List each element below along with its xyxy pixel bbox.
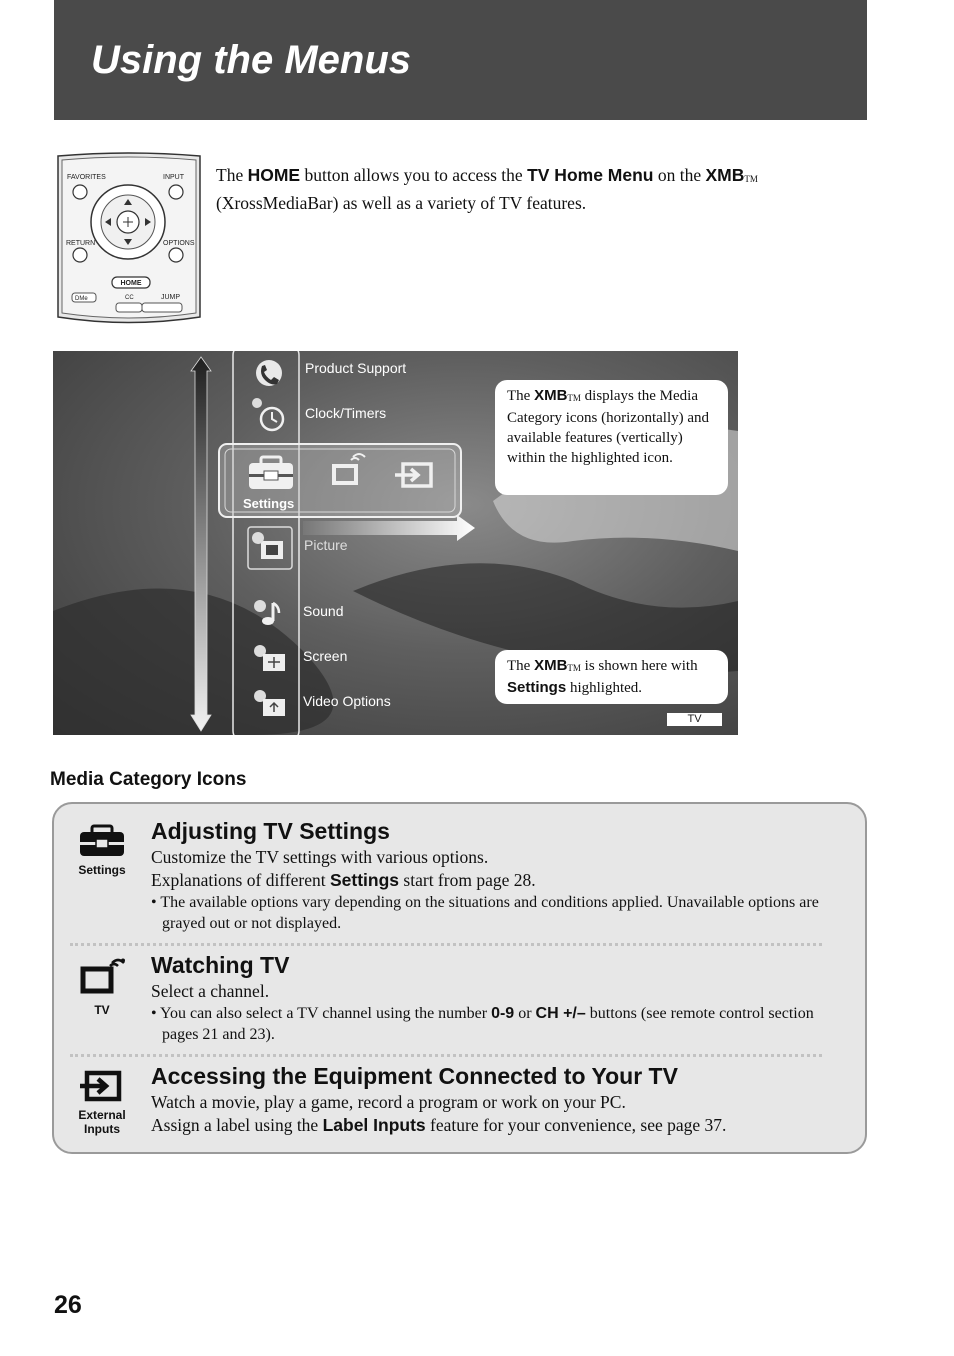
body-text: or bbox=[514, 1005, 536, 1022]
category-external-inputs-icon-block bbox=[72, 1069, 132, 1136]
callout-text: The bbox=[507, 388, 535, 404]
category-tv-icon-block bbox=[72, 958, 132, 1017]
return-label: RETURN bbox=[66, 240, 96, 247]
xmb-callout-2 bbox=[495, 650, 728, 704]
category-tv-bullet bbox=[151, 1003, 851, 1045]
category-settings-line1: Customize the TV settings with various options. bbox=[151, 847, 489, 867]
menu-item-video-options: Video Options bbox=[303, 693, 391, 709]
tv-icon bbox=[77, 958, 127, 998]
label-inputs-keyword: Label Inputs bbox=[322, 1115, 426, 1135]
callout-text: highlighted. bbox=[566, 680, 643, 696]
jump-label: JUMP bbox=[161, 294, 181, 301]
number-keyword: 0-9 bbox=[491, 1005, 515, 1022]
menu-item-picture: Picture bbox=[304, 537, 348, 553]
category-external-inputs-label-1: External bbox=[78, 1108, 126, 1122]
xmb-callout-1 bbox=[495, 380, 728, 495]
category-settings-label: Settings bbox=[78, 863, 126, 877]
xmb-screen bbox=[53, 351, 738, 735]
category-tv-body bbox=[151, 980, 851, 1045]
category-settings-icon-block bbox=[72, 824, 132, 877]
media-category-panel bbox=[52, 802, 867, 1154]
menu-item-settings: Settings bbox=[243, 496, 295, 511]
ch-keyword: CH +/– bbox=[535, 1005, 586, 1022]
category-external-inputs-line2 bbox=[151, 1114, 851, 1137]
menu-item-clock-timers: Clock/Timers bbox=[305, 405, 387, 421]
tm-mark: TM bbox=[567, 393, 581, 403]
header-banner bbox=[54, 0, 867, 120]
home-keyword: HOME bbox=[247, 165, 301, 185]
category-external-inputs-line1: Watch a movie, play a game, record a program or work on your PC. bbox=[151, 1092, 626, 1112]
product-support-icon bbox=[256, 360, 282, 386]
menu-item-sound: Sound bbox=[303, 603, 344, 619]
settings-keyword: Settings bbox=[330, 870, 400, 890]
divider bbox=[70, 943, 822, 946]
dmex-label: DMe bbox=[75, 296, 88, 302]
toolbox-icon bbox=[78, 824, 126, 858]
picture-icon bbox=[252, 532, 283, 559]
page-number: 26 bbox=[54, 1291, 82, 1319]
options-label: OPTIONS bbox=[163, 240, 195, 247]
category-external-inputs-body bbox=[151, 1091, 851, 1137]
favorites-label: FAVORITES bbox=[67, 174, 106, 181]
menu-item-product-support: Product Support bbox=[305, 360, 407, 376]
tv-tag: TV bbox=[667, 713, 722, 726]
menu-item-screen: Screen bbox=[303, 648, 348, 664]
intro-paragraph bbox=[216, 163, 836, 215]
clock-timers-icon bbox=[252, 398, 283, 430]
intro-text: button allows you to access the bbox=[300, 165, 528, 185]
category-external-inputs-title: Accessing the Equipment Connected to Your TV bbox=[151, 1063, 678, 1089]
callout-text: displays the Media Category icons (horizontally) and available features (vertically) within the highlighted icon. bbox=[507, 388, 710, 466]
input-label: INPUT bbox=[163, 174, 184, 181]
callout-text: The bbox=[507, 658, 535, 674]
home-label: HOME bbox=[120, 280, 142, 287]
xmb-keyword: XMB bbox=[705, 165, 745, 185]
body-text: Explanations of different bbox=[151, 870, 330, 890]
body-text: start from page 28. bbox=[399, 870, 536, 890]
category-settings-line2 bbox=[151, 869, 851, 892]
category-tv-title: Watching TV bbox=[151, 952, 290, 978]
category-external-inputs-label-2: Inputs bbox=[84, 1122, 120, 1136]
category-tv-line1: Select a channel. bbox=[151, 981, 270, 1001]
body-text: buttons (see remote control section pages 21 and 23). bbox=[162, 1005, 814, 1043]
body-text: • You can also select a TV channel using the number bbox=[151, 1005, 492, 1022]
divider bbox=[70, 1054, 822, 1057]
category-settings-title: Adjusting TV Settings bbox=[151, 818, 390, 844]
page-title: Using the Menus bbox=[91, 38, 412, 82]
input-icon bbox=[77, 1069, 127, 1103]
callout-text: is shown here with bbox=[580, 658, 698, 674]
remote-icon bbox=[54, 152, 204, 327]
intro-text: The bbox=[216, 165, 248, 185]
xmb-keyword: XMB bbox=[534, 657, 568, 674]
body-text: feature for your convenience, see page 37. bbox=[425, 1115, 727, 1135]
tm-mark: TM bbox=[567, 663, 581, 673]
cc-label: CC bbox=[125, 295, 134, 301]
remote-illustration bbox=[54, 152, 204, 327]
category-settings-body bbox=[151, 846, 851, 934]
intro-text: (XrossMediaBar) as well as a variety of TV features. bbox=[216, 193, 587, 213]
settings-keyword: Settings bbox=[507, 679, 567, 696]
tm-mark: TM bbox=[744, 174, 758, 184]
category-tv-label: TV bbox=[94, 1003, 110, 1017]
category-settings-bullet: • The available options vary depending on the situations and conditions applied. Unavailable options are grayed out or not displayed. bbox=[151, 894, 819, 932]
body-text: Assign a label using the bbox=[151, 1115, 323, 1135]
xmb-keyword: XMB bbox=[534, 387, 568, 404]
intro-text: on the bbox=[653, 165, 706, 185]
section-heading: Media Category Icons bbox=[50, 769, 247, 790]
tv-home-menu-keyword: TV Home Menu bbox=[527, 165, 654, 185]
